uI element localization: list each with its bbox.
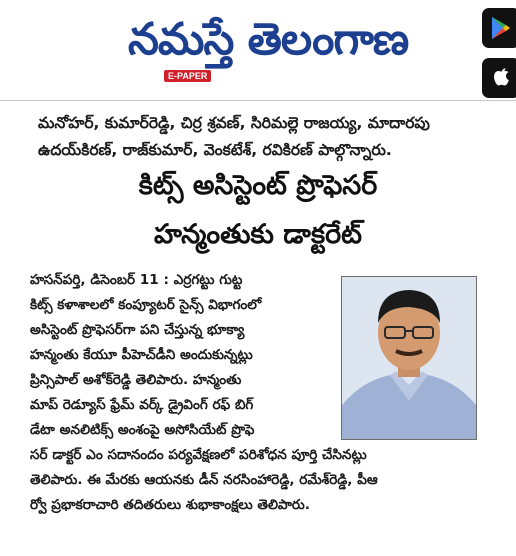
- portrait-photo: [341, 276, 477, 440]
- body-line: ర్వో ప్రభాకరాచారి తదితరులు శుభాకాంక్షలు తెలిపారు.: [30, 497, 310, 513]
- masthead: [0, 0, 516, 102]
- body-line: డేటా అనలిటిక్స్ అంశంపై అసోసియేట్ ప్రొఫె: [30, 422, 255, 438]
- top-text-line: ఉదయ్‌కిరణ్, రాజ్‌కుమార్, వెంకటేశ్, రవికిరణ్ పాల్గొన్నారు.: [38, 141, 392, 159]
- apple-icon[interactable]: [482, 58, 516, 98]
- body-line: హసన్‌పర్తి, డిసెంబర్ 11 : ఎర్రగట్టు గుట్ట: [30, 272, 243, 288]
- body-line: కిట్స్ కళాశాలలో కంప్యూటర్ సైన్స్ విభాగంలో: [30, 297, 262, 313]
- headline-line: కిట్స్ అసిస్టెంట్ ప్రొఫెసర్: [138, 170, 378, 201]
- body-line: తెలిపారు. ఈ మేరకు ఆయనకు డీన్ నరసింహారెడ్డి, రమేశ్‌రెడ్డి, పీఆ: [30, 472, 378, 488]
- epaper-badge: E-PAPER: [164, 70, 211, 82]
- body-line: ప్రిన్సిపాల్ అశోక్‌రెడ్డి తెలిపారు. హన్మంతు: [30, 372, 242, 388]
- top-text-line: మనోహర్, కుమార్‌రెడ్డి, చిర్ర శ్రవణ్, సిరిమల్లె రాజయ్య, మాదారపు: [38, 114, 430, 132]
- newspaper-logo[interactable]: నమస్తే తెలంగాణ: [128, 14, 409, 65]
- body-line: హన్మంతు కేయూ పీహెచ్‌డీని అందుకున్నట్లు: [30, 347, 253, 363]
- body-line: మాప్ రెడ్యూస్ ఫ్రేమ్ వర్క్ డ్రైవింగ్ రఫ్ బిగ్: [30, 397, 254, 413]
- google-play-icon[interactable]: [482, 8, 516, 48]
- headline-line: హన్మంతుకు డాక్టరేట్: [154, 219, 362, 250]
- body-line: అసిస్టెంట్ ప్రొఫెసర్‌గా పని చేస్తున్న భూక్యా: [30, 322, 245, 338]
- clipped-text-remnant: [38, 97, 478, 105]
- body-line: సర్ డాక్టర్ ఎం సదానందం పర్యవేక్షణలో పరిశోధన పూర్తి చేసినట్లు: [30, 447, 367, 463]
